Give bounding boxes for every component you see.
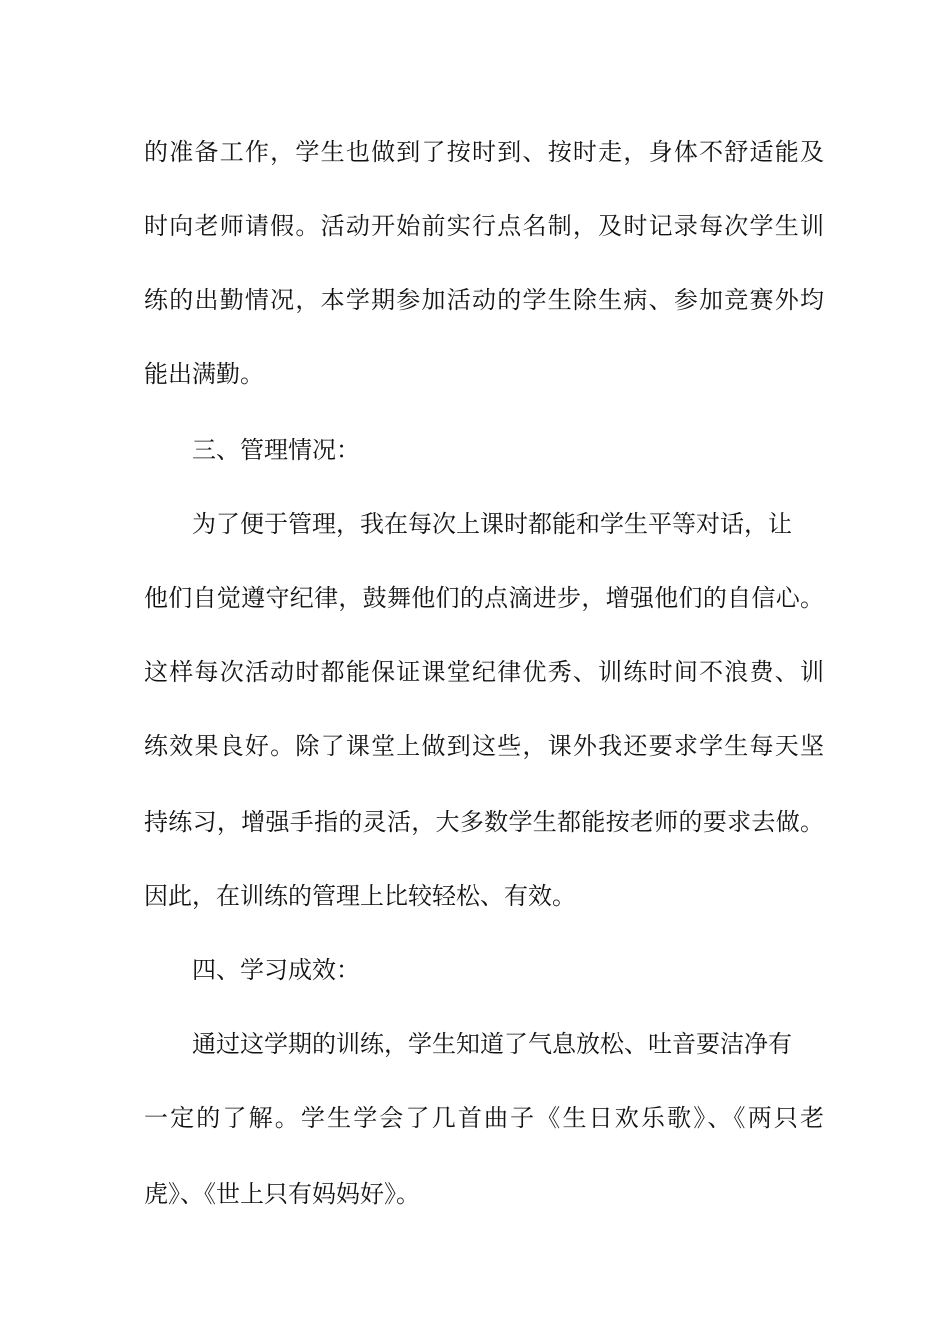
paragraph-line: 时向老师请假。活动开始前实行点名制，及时记录每次学生训 [144, 212, 824, 240]
paragraph-line: 练的出勤情况，本学期参加活动的学生除生病、参加竞赛外均 [144, 286, 824, 314]
section-heading-management: 三、管理情况： [192, 436, 360, 464]
paragraph-line: 虎》、《世上只有妈妈好》。 [144, 1180, 420, 1208]
paragraph-line: 一定的了解。学生学会了几首曲子《生日欢乐歌》、《两只老 [144, 1104, 824, 1132]
paragraph-line: 为了便于管理，我在每次上课时都能和学生平等对话，让 [192, 510, 792, 538]
paragraph-line: 练效果良好。除了课堂上做到这些，课外我还要求学生每天坚 [144, 732, 824, 760]
paragraph-line: 他们自觉遵守纪律，鼓舞他们的点滴进步，增强他们的自信心。 [144, 584, 824, 612]
paragraph-line: 能出满勤。 [144, 360, 264, 388]
paragraph-line: 因此，在训练的管理上比较轻松、有效。 [144, 882, 576, 910]
paragraph-line: 这样每次活动时都能保证课堂纪律优秀、训练时间不浪费、训 [144, 658, 824, 686]
paragraph-line: 持练习，增强手指的灵活，大多数学生都能按老师的要求去做。 [144, 808, 824, 836]
paragraph-line: 通过这学期的训练，学生知道了气息放松、吐音要洁净有 [192, 1030, 792, 1058]
paragraph-line: 的准备工作，学生也做到了按时到、按时走，身体不舒适能及 [144, 138, 824, 166]
section-heading-results: 四、学习成效： [192, 956, 360, 984]
